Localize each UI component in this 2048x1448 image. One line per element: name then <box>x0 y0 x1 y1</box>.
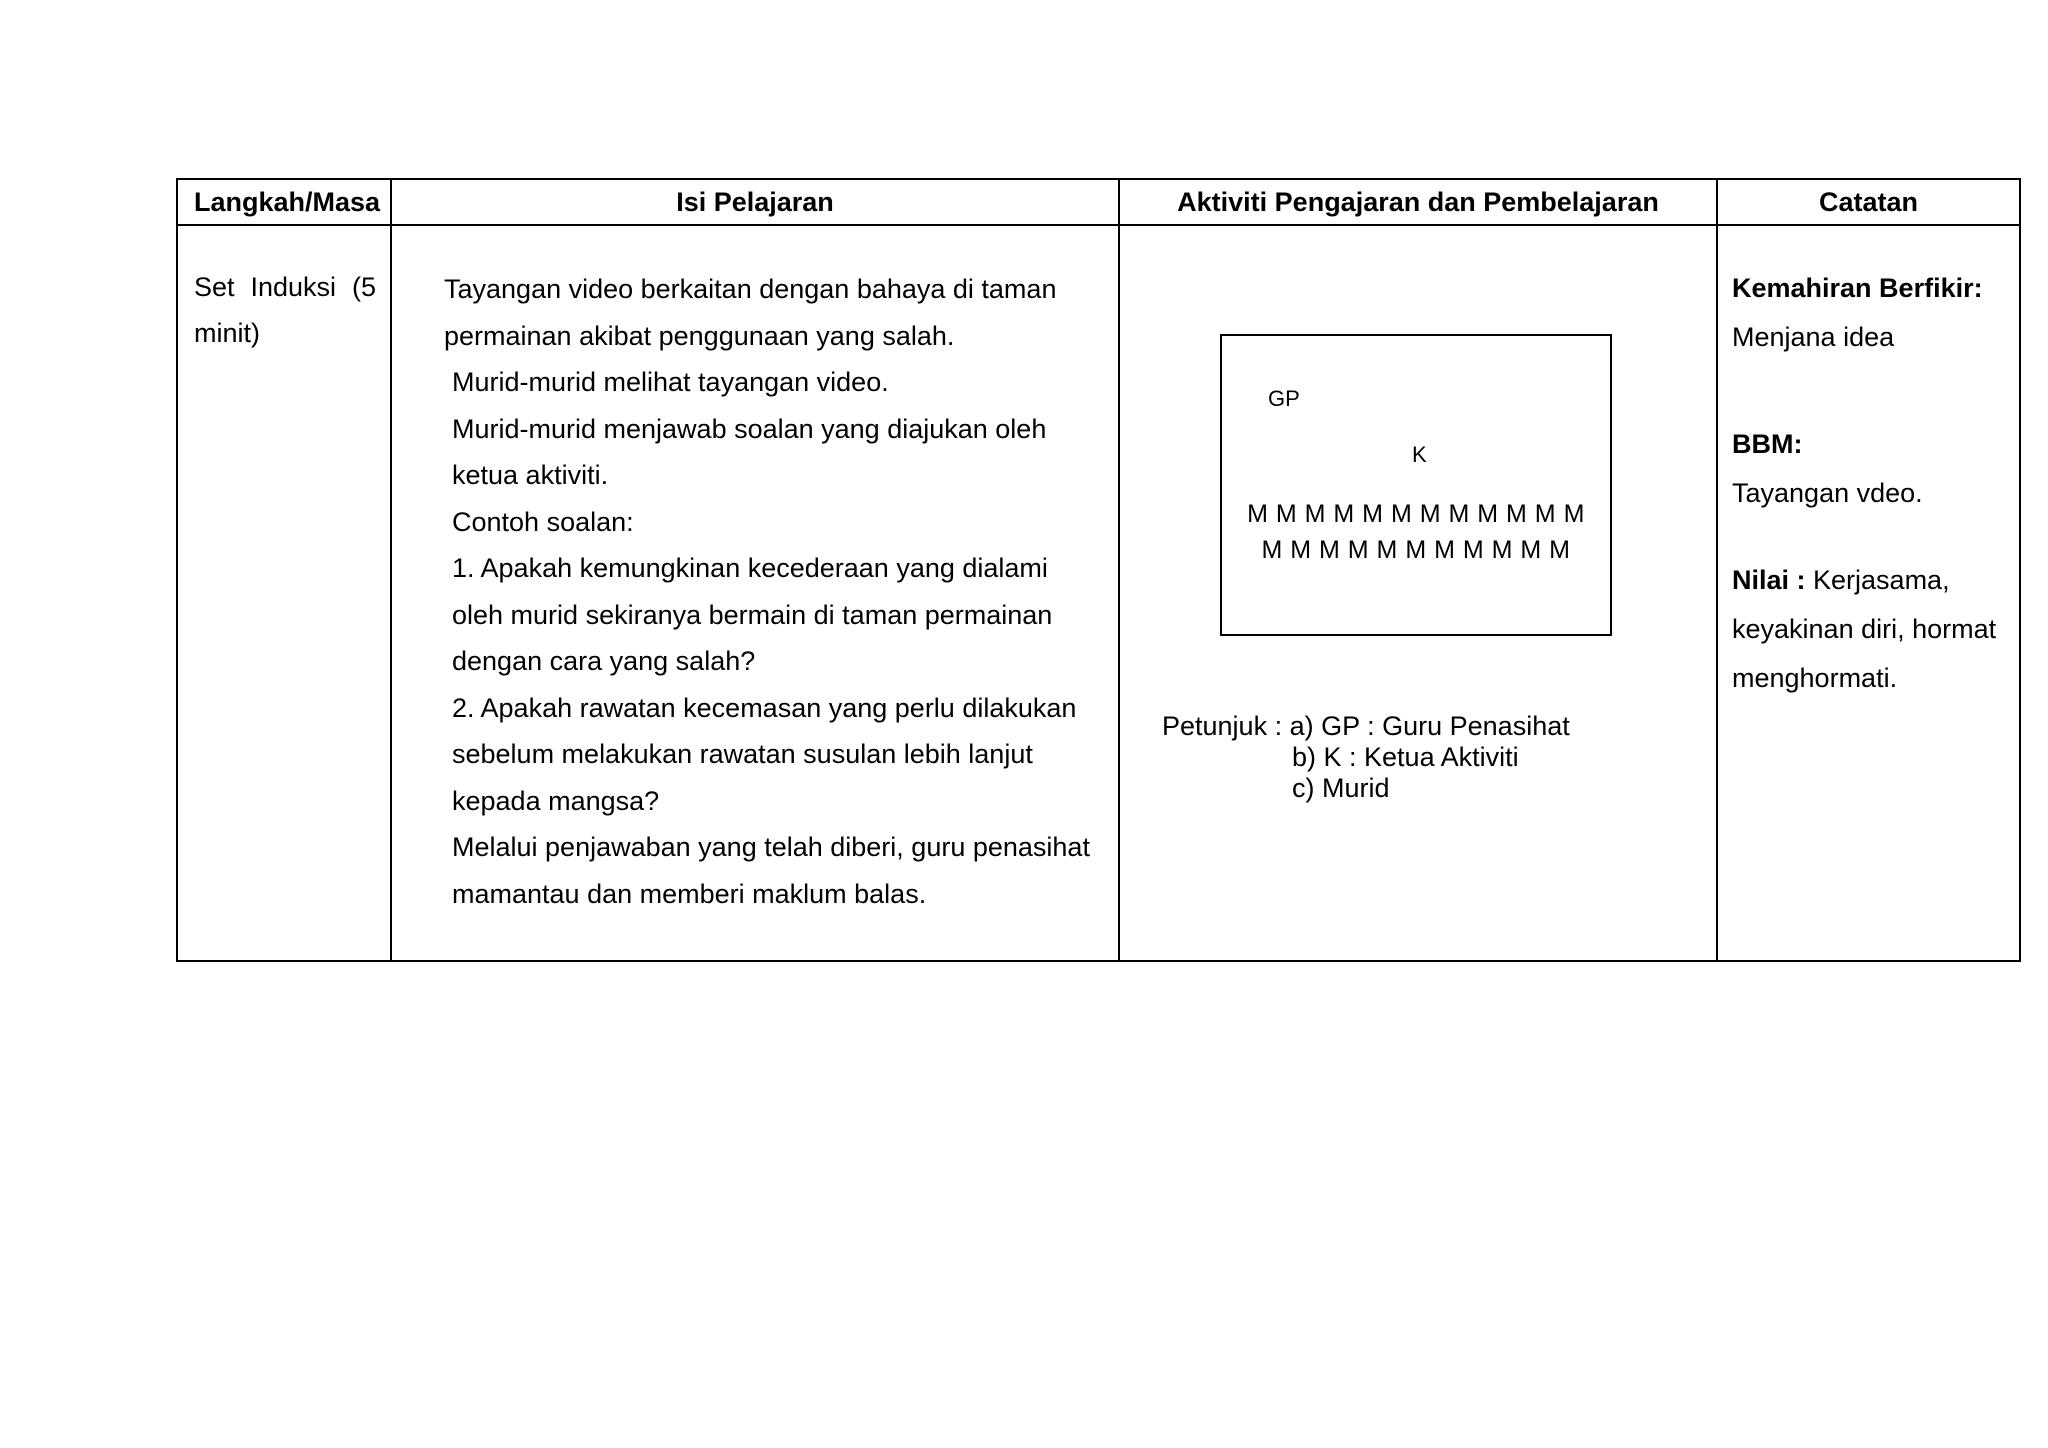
table-row <box>177 225 2020 961</box>
step-cell <box>177 225 391 961</box>
content-question-2: 2. Apakah rawatan kecemasan yang perlu dilakukan sebelum melakukan rawatan susulan lebih lanjut kepada mangsa? <box>452 692 1077 816</box>
legend-line-murid: c) Murid <box>1292 773 1390 803</box>
notes-cell <box>1717 225 2020 961</box>
notes-skill-value: Menjana idea <box>1732 322 1895 352</box>
notes-values-value: Kerjasama, keyakinan diri, hormat menghormati. <box>1732 565 1997 693</box>
notes-bbm-value: Tayangan vdeo. <box>1732 478 1923 508</box>
diagram-label-gp: GP <box>1268 386 1300 411</box>
diagram-label-k: K <box>1412 442 1427 467</box>
seating-diagram <box>1220 334 1612 636</box>
table-header-row <box>177 179 2020 225</box>
notes-skill-label: Kemahiran Berfikir: <box>1732 273 1983 303</box>
content-example-label: Contoh soalan: <box>452 506 634 537</box>
content-closing: Melalui penjawaban yang telah diberi, guru penasihat mamantau dan memberi maklum balas. <box>452 832 1090 909</box>
step-text: Set Induksi (5 minit) <box>194 272 376 348</box>
notes-spacer <box>1732 362 2007 420</box>
notes-bbm-label: BBM: <box>1732 429 1803 459</box>
diagram-legend <box>1162 711 1570 804</box>
activity-cell <box>1119 225 1717 961</box>
header-content: Isi Pelajaran <box>391 179 1119 225</box>
notes-spacer <box>1732 518 2007 556</box>
content-answer: Murid-murid menjawab soalan yang diajukan oleh ketua aktiviti. <box>452 413 1047 490</box>
content-cell <box>391 225 1119 961</box>
notes-values <box>1732 556 2007 703</box>
header-activity: Aktiviti Pengajaran dan Pembelajaran <box>1119 179 1717 225</box>
diagram-student-row-1: M M M M M M M M M M M M <box>1247 500 1585 528</box>
header-notes: Catatan <box>1717 179 2020 225</box>
legend-line-gp: Petunjuk : a) GP : Guru Penasihat <box>1162 711 1570 741</box>
notes-values-label: Nilai : <box>1732 565 1806 595</box>
content-intro: Tayangan video berkaitan dengan bahaya di taman permainan akibat penggunaan yang salah. <box>444 274 1057 351</box>
lesson-plan-table <box>176 178 2021 962</box>
diagram-student-row-2: M M M M M M M M M M M <box>1261 536 1571 564</box>
header-step: Langkah/Masa <box>177 179 391 225</box>
content-watch: Murid-murid melihat tayangan video. <box>452 367 889 397</box>
legend-line-k: b) K : Ketua Aktiviti <box>1292 742 1519 772</box>
content-question-1: 1. Apakah kemungkinan kecederaan yang dialami oleh murid sekiranya bermain di taman permainan dengan cara yang salah? <box>452 553 1053 676</box>
